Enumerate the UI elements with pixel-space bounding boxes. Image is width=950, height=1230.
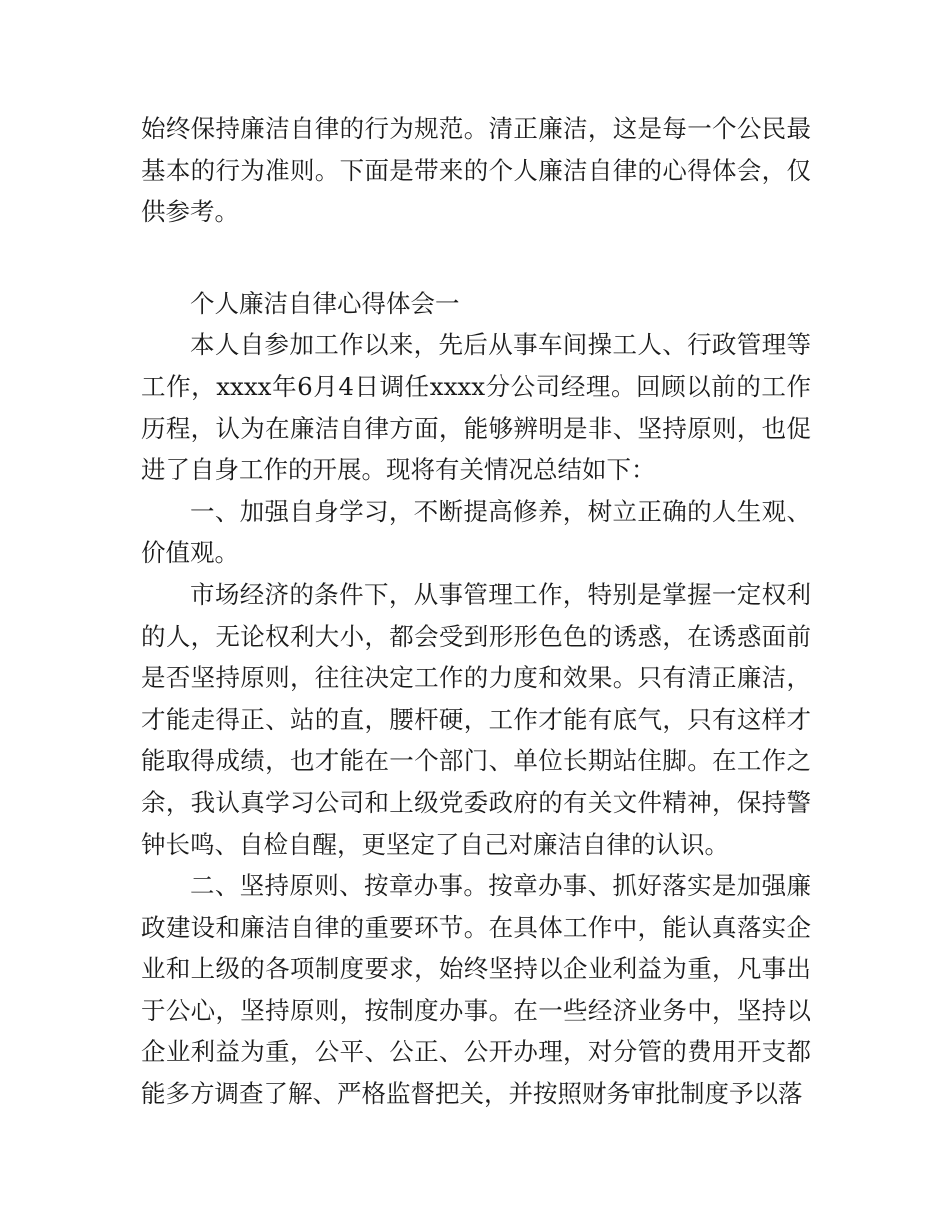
document-page <box>141 108 811 1115</box>
body-paragraph: 本人自参加工作以来，先后从事车间操工人、行政管理等工作，xxxx年6月4日调任xxxx分公司经理。回顾以前的工作历程，认为在廉洁自律方面，能够辨明是非、坚持原则，也促进了自身工作的开展。现将有关情况总结如下： <box>141 330 811 485</box>
section-heading: 个人廉洁自律心得体会一 <box>190 288 460 318</box>
intro-paragraph: 始终保持廉洁自律的行为规范。清正廉洁，这是每一个公民最基本的行为准则。下面是带来的个人廉洁自律的心得体会，仅供参考。 <box>141 114 811 227</box>
point-two-paragraph: 二、坚持原则、按章办事。按章办事、抓好落实是加强廉政建设和廉洁自律的重要环节。在具体工作中，能认真落实企业和上级的各项制度要求，始终坚持以企业利益为重，凡事出于公心，坚持原则，按制度办事。在一些经济业务中，坚持以企业利益为重，公平、公正、公开办理，对分管的费用开支都能多方调查了解、严格监督把关，并按照财务审批制度予以落 <box>141 871 811 1109</box>
point-one-heading: 一、加强自身学习，不断提高修养，树立正确的人生观、价值观。 <box>141 496 811 568</box>
section-gap <box>141 233 811 283</box>
body-paragraph: 市场经济的条件下，从事管理工作，特别是掌握一定权利的人，无论权利大小，都会受到形形色色的诱惑，在诱惑面前是否坚持原则，往往决定工作的力度和效果。只有清正廉洁，才能走得正、站的直，腰杆硬，工作才能有底气，只有这样才能取得成绩，也才能在一个部门、单位长期站住脚。在工作之余，我认真学习公司和上级党委政府的有关文件精神，保持警钟长鸣、自检自醒，更坚定了自己对廉洁自律的认识。 <box>141 579 811 859</box>
